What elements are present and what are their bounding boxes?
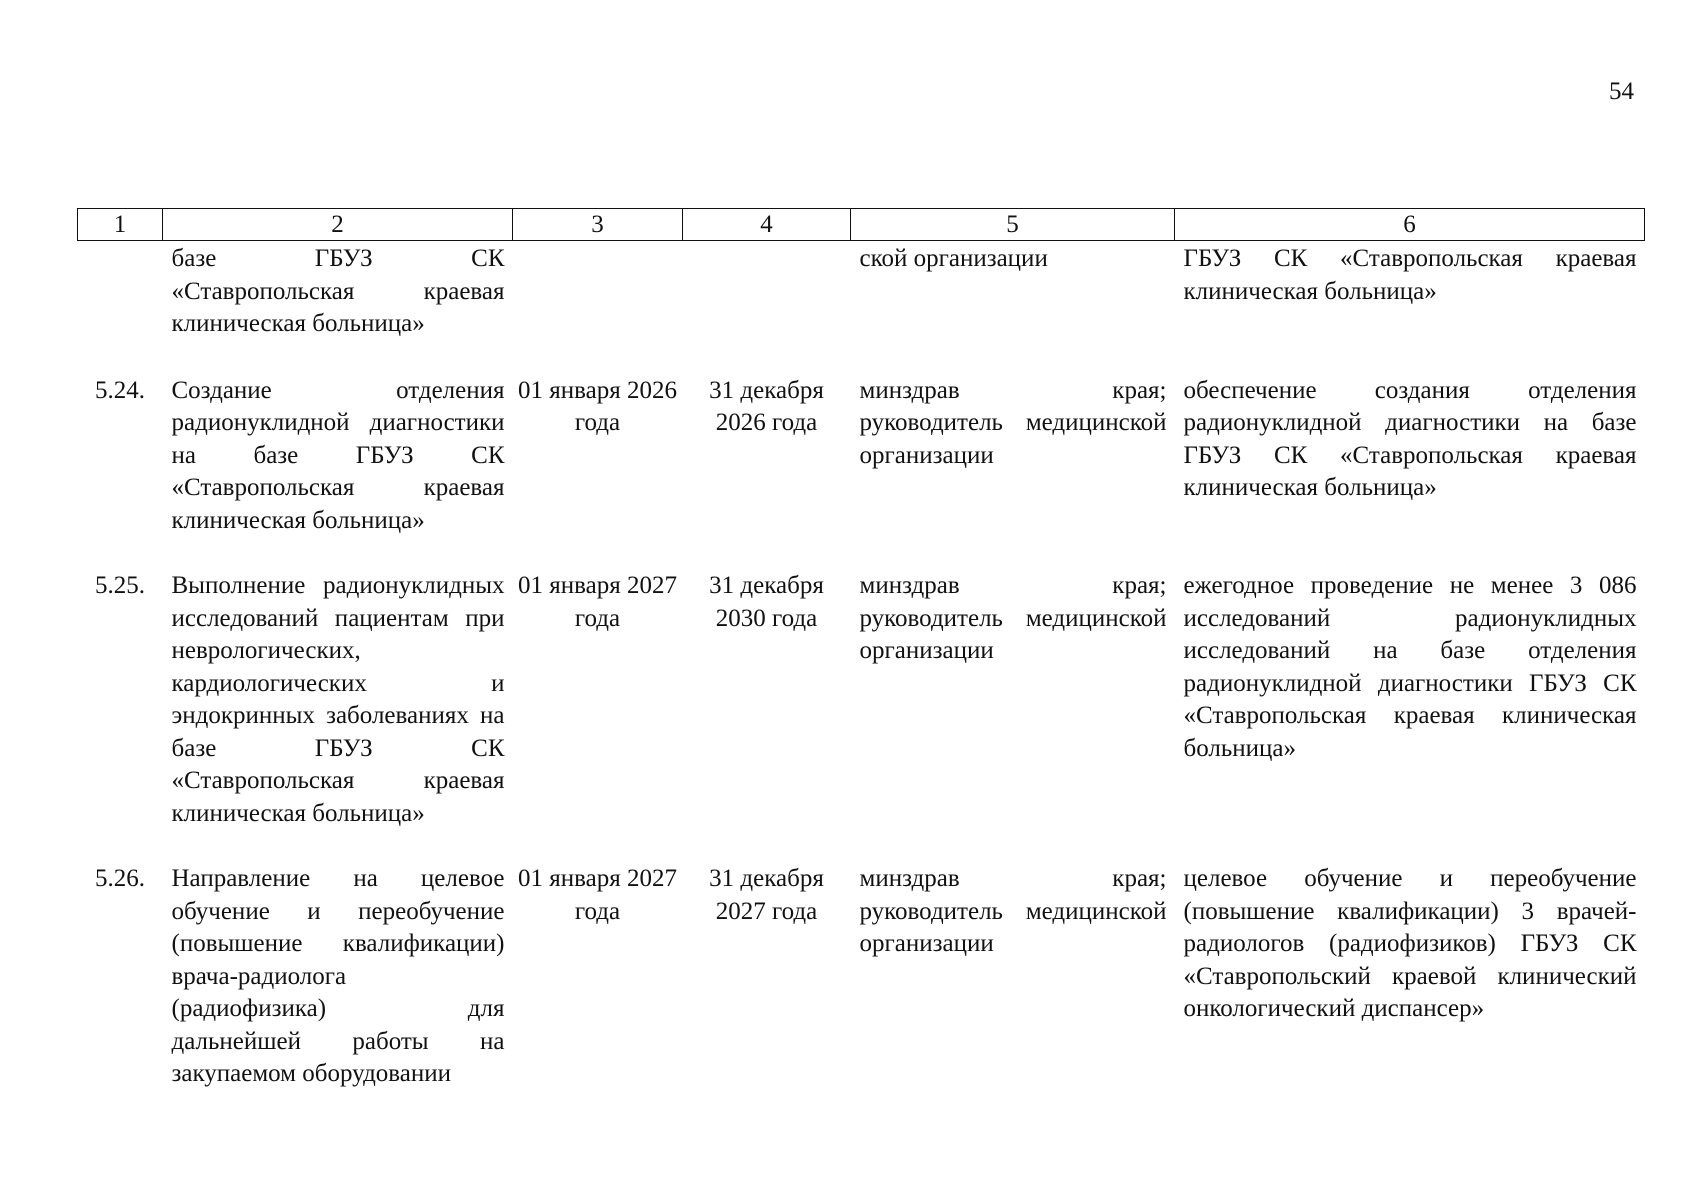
cell-num: 5.25. <box>95 572 145 599</box>
cell-result: ежегодное проведение не менее 3 086 исследований радионуклидных исследований на базе отделения радионуклидной диагностики ГБУЗ СК «Ставропольская краевая клиническая больница» <box>1183 572 1637 762</box>
cell-task: Создание отделения радионуклидной диагностики на базе ГБУЗ СК «Ставропольская краевая клиническая больница» <box>171 376 505 534</box>
cell-result: ГБУЗ СК «Ставропольская краевая клиническая больница» <box>1183 245 1637 305</box>
cell-task: Выполнение радионуклидных исследований пациентам при неврологических, кардиологических и эндокринных заболеваниях на базе ГБУЗ СК «Ставропольская краевая клиническая больница» <box>171 572 505 827</box>
cell-responsible: минздрав края; руководитель медицинской организации <box>859 376 1167 469</box>
cell-responsible: минздрав края; руководитель медицинской организации <box>859 572 1167 664</box>
column-header-4: 4 <box>683 209 851 241</box>
table-row <box>78 375 1645 571</box>
page-number: 54 <box>1609 78 1634 105</box>
cell-start <box>513 241 683 375</box>
cell-num: 5.24. <box>95 376 145 404</box>
cell-end: 31 декабря 2026 года <box>709 376 824 436</box>
cell-task: Направление на целевое обучение и переобучение (повышение квалификации) врача-радиолога (радиофизика) для дальнейшей работы на закупаемом оборудовании <box>171 865 505 1087</box>
cell-num: 5.26. <box>95 865 145 892</box>
cell-start: 01 января 2026 года <box>518 376 677 436</box>
cell-result: обеспечение создания отделения радионуклидной диагностики на базе ГБУЗ СК «Ставропольская краевая клиническая больница» <box>1183 376 1637 501</box>
cell-num <box>78 241 163 375</box>
column-number-header <box>78 209 1645 241</box>
cell-end: 31 декабря 2030 года <box>709 572 824 632</box>
cell-end <box>683 241 851 375</box>
cell-task: базе ГБУЗ СК «Ставропольская краевая клиническая больница» <box>171 245 505 337</box>
column-header-1: 1 <box>78 209 163 241</box>
cell-start: 01 января 2027 года <box>518 572 677 632</box>
cell-result: целевое обучение и переобучение (повышение квалификации) 3 врачей-радиологов (радиофизиков) ГБУЗ СК «Ставропольский краевой клинический онкологический диспансер» <box>1183 865 1637 1022</box>
column-header-3: 3 <box>513 209 683 241</box>
table-row <box>78 863 1645 1124</box>
cell-responsible: ской организации <box>859 245 1048 272</box>
column-header-2: 2 <box>163 209 513 241</box>
cell-start: 01 января 2027 года <box>518 865 677 925</box>
table-row <box>78 570 1645 863</box>
column-header-5: 5 <box>851 209 1175 241</box>
table-row-continuation <box>78 241 1645 375</box>
plan-table <box>77 208 1645 1124</box>
cell-responsible: минздрав края; руководитель медицинской организации <box>859 865 1167 957</box>
cell-end: 31 декабря 2027 года <box>709 865 824 925</box>
column-header-6: 6 <box>1175 209 1645 241</box>
